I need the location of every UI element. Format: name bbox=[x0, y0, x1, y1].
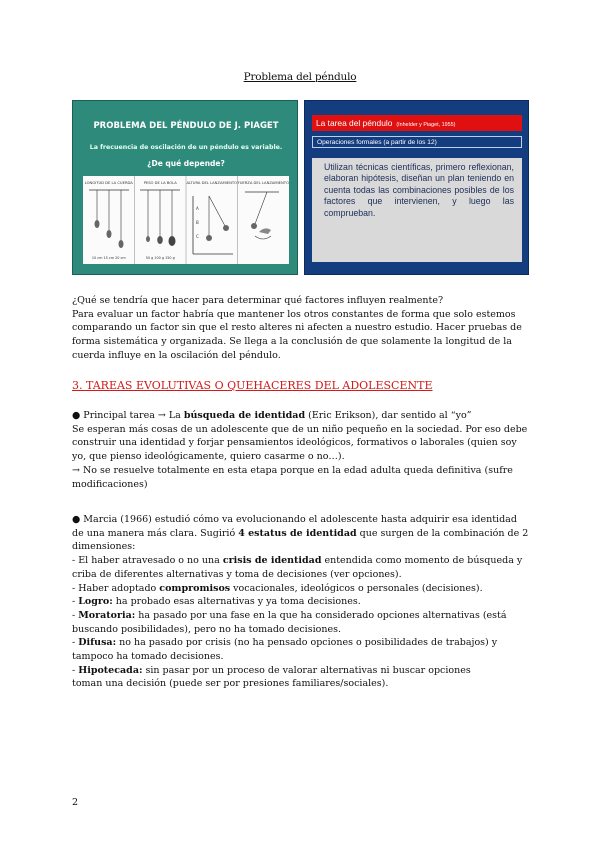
panel-label-height: ALTURA DEL LANZAMIENTO bbox=[186, 181, 238, 185]
panel-letter-c: C bbox=[196, 234, 199, 239]
dif-text-b: no ha pasado por crisis (no ha pensado opciones o posibilidades de trabajos) y tampoco ha tomado decisiones. bbox=[72, 637, 498, 663]
panel-letter-a: A bbox=[196, 206, 199, 211]
task-note: → No se resuelve totalmente en esta etapa porque en la edad adulta queda definitiva (sufre modificaciones) bbox=[72, 464, 513, 490]
marcia-bold: 4 estatus de identidad bbox=[238, 527, 357, 539]
compromisos-item bbox=[72, 582, 530, 596]
panel-caption-weight: 50 g 100 g 150 g bbox=[145, 256, 175, 260]
slide-tarea-header-ref: (Inhelder y Piaget, 1955) bbox=[396, 122, 456, 128]
pendulum-illustration bbox=[83, 176, 289, 264]
logro-text-a: - bbox=[72, 596, 79, 608]
marcia-block bbox=[72, 513, 530, 691]
hip-bold: Hipotecada: bbox=[78, 664, 143, 676]
crisis-item bbox=[72, 554, 530, 581]
section-title: 3. TAREAS EVOLUTIVAS O QUEHACERES DEL ADOLESCENTE bbox=[72, 379, 433, 392]
crisis-text-b: entendida como momento de búsqueda y criba de diferentes alternativas y toma de decisiones (ver opciones). bbox=[72, 555, 523, 580]
hip-text-a: - bbox=[72, 664, 79, 676]
panel-label-force: FUERZA DEL LANZAMIENTO bbox=[237, 181, 289, 185]
task-prefix: ● Principal tarea → La bbox=[72, 410, 184, 421]
page-title: Problema del péndulo bbox=[243, 71, 357, 83]
task-paragraph: Se esperan más cosas de un adolescente que de un niño pequeño en la sociedad. Por eso debe construir una identidad y forjar pensamientos ideológicos, formativos o laborales (quien soy yo, que pienso ideológicamente, quiero casarme o no…). bbox=[72, 423, 528, 463]
mor-text-a: - bbox=[72, 609, 79, 621]
identity-task-block bbox=[72, 409, 530, 491]
page-number: 2 bbox=[72, 797, 79, 808]
panel-caption-length: 10 cm 15 cm 20 cm bbox=[91, 256, 126, 260]
comp-text-a: - Haber adoptado bbox=[72, 582, 160, 594]
logro-bold: Logro: bbox=[78, 596, 113, 608]
slide-tarea-header-title: La tarea del péndulo bbox=[316, 118, 393, 128]
logro-item bbox=[72, 595, 530, 609]
pendulum-panels bbox=[83, 176, 289, 264]
slide-piaget-question: ¿De qué depende? bbox=[147, 159, 225, 168]
logro-text-b: ha probado esas alternativas y ya toma decisiones. bbox=[112, 596, 361, 608]
panel-label-length: LONGITUD DE LA CUERDA bbox=[84, 181, 133, 185]
slide-tarea-header bbox=[312, 115, 522, 131]
mor-bold: Moratoria: bbox=[78, 609, 136, 621]
slide-tarea-ops: Operaciones formales (a partir de los 12) bbox=[312, 136, 522, 148]
comp-text-b: vocacionales, ideológicos o personales (decisiones). bbox=[230, 582, 483, 594]
crisis-bold: crisis de identidad bbox=[222, 555, 322, 567]
pendulum-explanation bbox=[72, 294, 530, 363]
answer-paragraph: Para evaluar un factor habría que mantener los otros constantes de forma que solo estemos comparando un factor sin que el resto alteres ni afecten a nuestro estudio. Hacer pruebas de forma sistemática y organizada. Se llega a la conclusión de que solamente la longitud de la cuerda influye en la oscilación del péndulo. bbox=[72, 308, 522, 361]
panel-label-weight: PESO DE LA BOLA bbox=[143, 181, 177, 185]
dif-bold: Difusa: bbox=[78, 637, 117, 649]
slide-tarea-pendulo bbox=[304, 100, 529, 275]
difusa-item bbox=[72, 636, 530, 663]
marcia-paragraph bbox=[72, 513, 530, 554]
crisis-text-a: - El haber atravesado o no una bbox=[72, 555, 223, 567]
dif-text-a: - bbox=[72, 637, 79, 649]
main-task-line bbox=[72, 409, 530, 423]
marcia-text-b: que surgen de la combinación de 2 dimensiones: bbox=[72, 527, 529, 553]
panel-letter-b: B bbox=[196, 220, 199, 225]
moratoria-item bbox=[72, 609, 530, 636]
slide-piaget-title: PROBLEMA DEL PÉNDULO DE J. PIAGET bbox=[93, 121, 279, 131]
slides-figure bbox=[72, 100, 529, 275]
hipotecada-continuation: toman una decisión (puede ser por presiones familiares/sociales). bbox=[72, 678, 389, 690]
hip-text-b: sin pasar por un proceso de valorar alternativas ni buscar opciones bbox=[142, 664, 471, 676]
slide-piaget bbox=[72, 100, 298, 275]
slide-tarea-text: Utilizan técnicas científicas, primero reflexionan, elaboran hipótesis, diseñan un plan teniendo en cuenta todas las combinaciones posibles de los factores que intervienen, y luego las comprueban. bbox=[312, 158, 522, 262]
task-bold: búsqueda de identidad bbox=[183, 410, 306, 421]
task-suffix: (Eric Erikson), dar sentido al “yo” bbox=[305, 410, 472, 421]
question-paragraph: ¿Qué se tendría que hacer para determinar qué factores influyen realmente? bbox=[72, 295, 444, 306]
mor-text-b: ha pasado por una fase en la que ha considerado opciones alternativas (está buscando posibilidades), pero no ha tomado decisiones. bbox=[72, 609, 507, 635]
slide-piaget-subtitle: La frecuencia de oscilación de un péndulo es variable. bbox=[89, 144, 283, 151]
comp-bold: compromisos bbox=[159, 582, 231, 594]
hipotecada-item bbox=[72, 664, 530, 678]
marcia-text-a: ● Marcia (1966) estudió cómo va evolucionando el adolescente hasta adquirir esa identidad de una manera más clara. Sugirió bbox=[72, 514, 517, 539]
